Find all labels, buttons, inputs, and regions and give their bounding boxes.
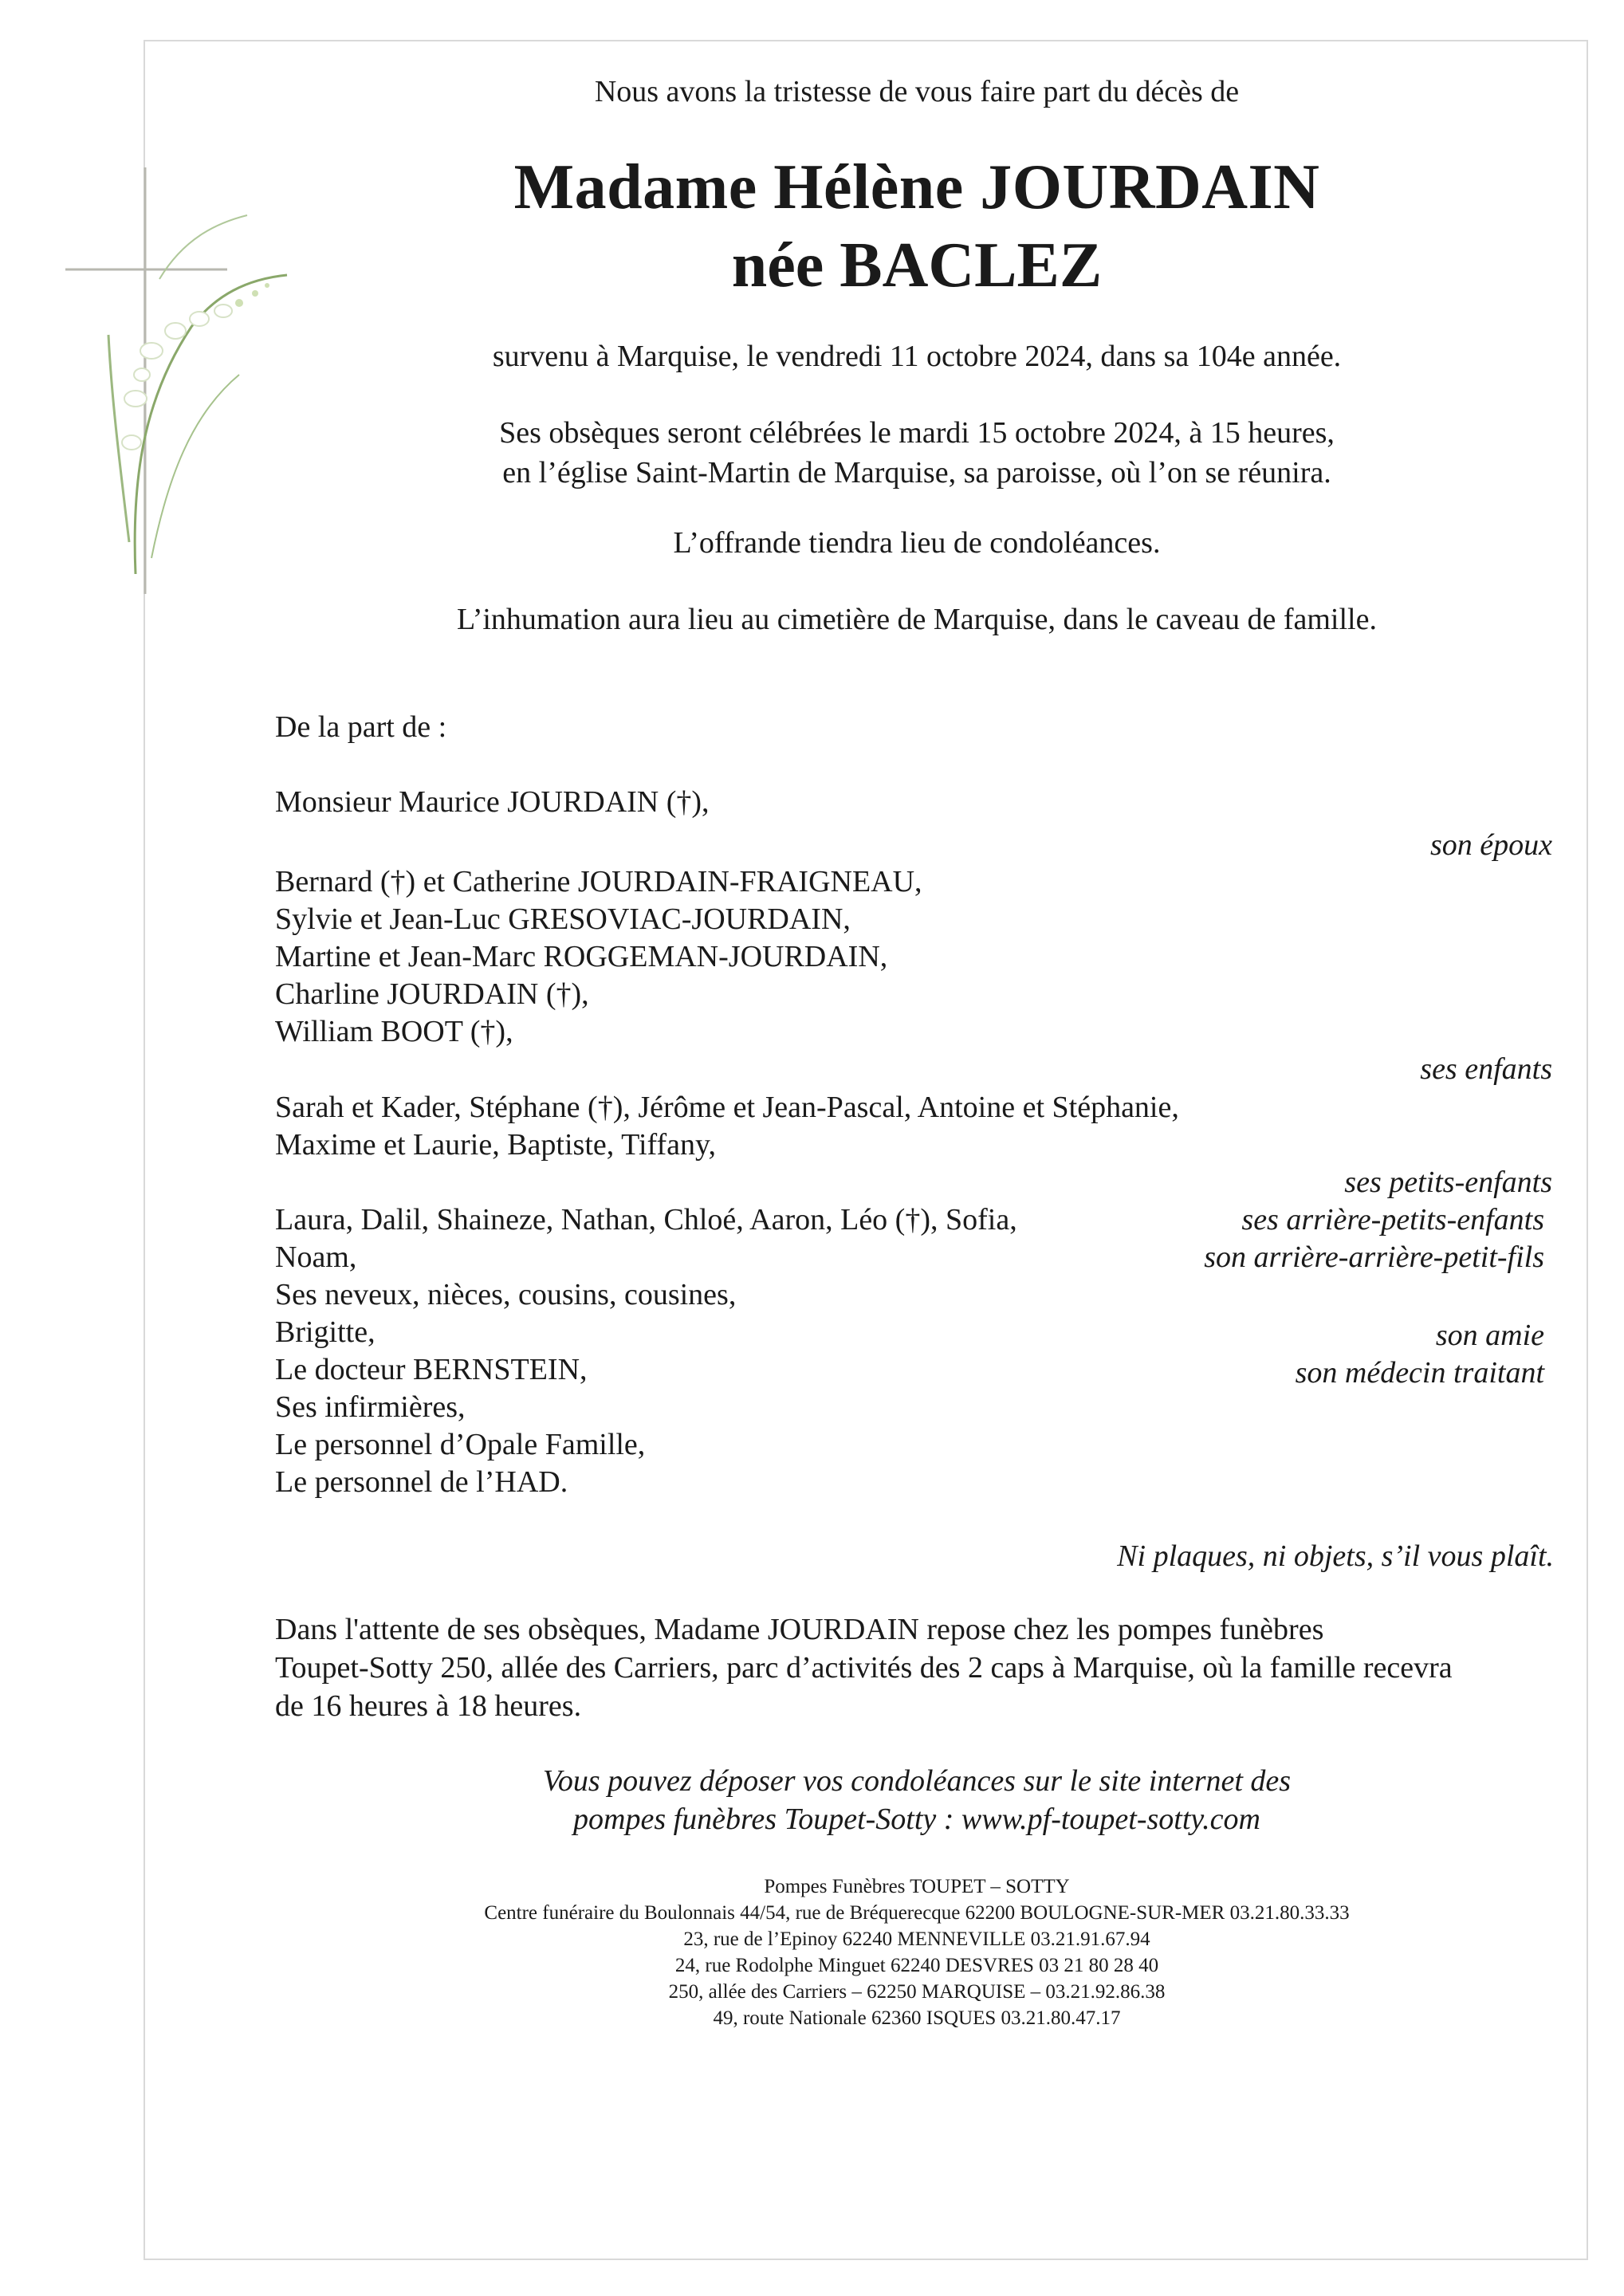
list-item: Maxime et Laurie, Baptiste, Tiffany, [275, 1128, 717, 1162]
children-label: ses enfants [1420, 1052, 1552, 1086]
death-details: survenu à Marquise, le vendredi 11 octobre 2024, dans sa 104e année. [492, 340, 1342, 373]
footer-line: 24, rue Rodolphe Minguet 62240 DESVRES 03 21 80 28 40 [674, 1955, 1159, 1976]
funeral-home-footer [319, 1873, 1515, 2031]
list-item: Ses infirmières, [275, 1390, 466, 1424]
intro-text: Nous avons la tristesse de vous faire part du décès de [594, 75, 1240, 108]
list-item: Le personnel de l’HAD. [275, 1465, 568, 1499]
list-item: Brigitte, [275, 1315, 376, 1349]
great-grandchildren-label: ses arrière-petits-enfants [1241, 1203, 1544, 1236]
list-item: Laura, Dalil, Shaineze, Nathan, Chloé, Aaron, Léo (†), Sofia, [275, 1203, 1017, 1236]
funeral-line-1: Ses obsèques seront célébrées le mardi 15 octobre 2024, à 15 heures, [499, 416, 1335, 450]
lily-leaf-2 [151, 375, 239, 558]
spouse-label: son époux [1429, 828, 1552, 862]
list-item: Le docteur BERNSTEIN, [275, 1353, 588, 1386]
list-item: Le personnel d’Opale Famille, [275, 1428, 646, 1461]
offering-note: L’offrande tiendra lieu de condoléances. [673, 526, 1161, 560]
cross-lily-illustration [56, 159, 295, 606]
funeral-details [383, 413, 1451, 493]
children-list [275, 863, 922, 1051]
list-item: Charline JOURDAIN (†), [275, 977, 589, 1011]
list-item: Sylvie et Jean-Luc GRESOVIAC-JOURDAIN, [275, 902, 851, 936]
grandchildren-list [275, 1089, 1179, 1164]
condolences-notice [319, 1762, 1515, 1838]
footer-line: 250, allée des Carriers – 62250 MARQUISE – 03.21.92.86.38 [668, 1981, 1166, 2003]
list-item: Sarah et Kader, Stéphane (†), Jérôme et Jean-Pascal, Antoine et Stéphanie, [275, 1091, 1179, 1124]
list-item: Noam, [275, 1240, 357, 1274]
burial-note: L’inhumation aura lieu au cimetière de Marquise, dans le caveau de famille. [457, 603, 1377, 636]
footer-line: Centre funéraire du Boulonnais 44/54, rue de Bréquerecque 62200 BOULOGNE-SUR-MER 03.21.80.33.33 [484, 1902, 1350, 1924]
viewing-details [275, 1610, 1567, 1725]
footer-line: 23, rue de l’Epinoy 62240 MENNEVILLE 03.21.91.67.94 [683, 1928, 1150, 1950]
list-item: Martine et Jean-Marc ROGGEMAN-JOURDAIN, [275, 940, 888, 973]
list-item: Bernard (†) et Catherine JOURDAIN-FRAIGNEAU, [275, 865, 922, 898]
spouse-line: Monsieur Maurice JOURDAIN (†), [275, 785, 710, 819]
doctor-label: son médecin traitant [1295, 1356, 1544, 1390]
lily-flowers [122, 305, 232, 450]
condolences-line: Vous pouvez déposer vos condoléances sur le site internet des [542, 1764, 1292, 1798]
friend-label: son amie [1435, 1319, 1544, 1352]
great-great-grandson-label: son arrière-arrière-petit-fils [1204, 1240, 1544, 1274]
viewing-line: Dans l'attente de ses obsèques, Madame JOURDAIN repose chez les pompes funèbres [275, 1613, 1324, 1646]
funeral-line-2: en l’église Saint-Martin de Marquise, sa paroisse, où l’on se réunira. [502, 456, 1331, 489]
family-intro: De la part de : [275, 710, 447, 744]
grandchildren-label: ses petits-enfants [1344, 1166, 1552, 1199]
no-flowers-notice: Ni plaques, ni objets, s’il vous plaît. [1117, 1539, 1554, 1573]
deceased-name: Madame Hélène JOURDAIN [513, 152, 1320, 222]
other-relatives-list [275, 1201, 1017, 1501]
footer-line: 49, route Nationale 62360 ISQUES 03.21.80.47.17 [713, 2007, 1121, 2029]
list-item: William BOOT (†), [275, 1015, 513, 1048]
maiden-name: née BACLEZ [731, 230, 1103, 301]
condolences-line: pompes funèbres Toupet-Sotty : www.pf-toupet-sotty.com [573, 1803, 1260, 1836]
viewing-line: Toupet-Sotty 250, allée des Carriers, parc d’activités des 2 caps à Marquise, où la famille recevra [275, 1651, 1453, 1685]
viewing-line: de 16 heures à 18 heures. [275, 1689, 582, 1723]
footer-line: Pompes Funèbres TOUPET – SOTTY [764, 1876, 1070, 1897]
list-item: Ses neveux, nièces, cousins, cousines, [275, 1278, 737, 1311]
